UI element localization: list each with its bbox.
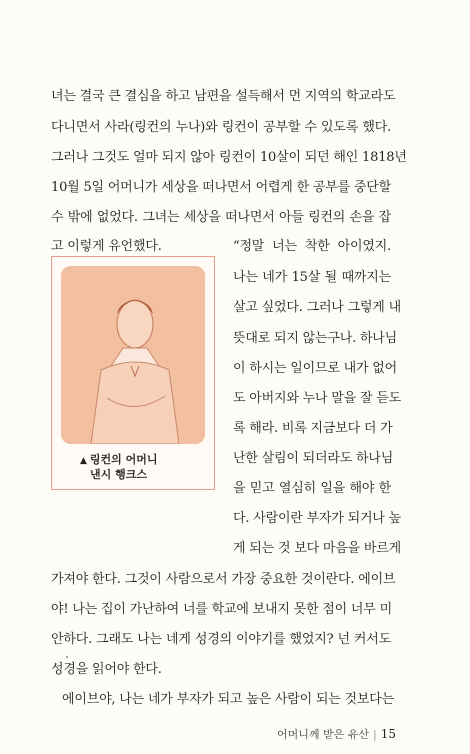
chapter-title: 어머니께 받은 유산 (276, 728, 369, 741)
side-line: 이 하시는 일이므로 내가 없어 (233, 361, 398, 376)
figure-frame (51, 256, 215, 490)
side-line: 을 믿고 열심히 일을 해야 한 (233, 481, 391, 496)
figure-caption (80, 453, 158, 482)
body-line: 야! 나는 집이 가난하여 너를 학교에 보내지 못한 점이 너무 미 (51, 602, 392, 617)
caption-line-1: 링컨의 어머니 (89, 453, 158, 466)
side-line: 다. 사람이란 부자가 되거나 높 (233, 511, 401, 526)
triangle-up-icon: ▲ (80, 456, 87, 466)
body-line: 고 이렇게 유언했다. (51, 239, 162, 254)
side-line: 도 아버지와 누나 말을 잘 듣도 (233, 391, 401, 406)
side-line: 뜻대로 되지 않는구나. 하나님 (233, 331, 398, 346)
body-line: 수 밖에 없었다. 그녀는 세상을 떠나면서 아들 링컨의 손을 잡 (51, 210, 391, 225)
side-line: 록 해라. 비록 지금보다 더 가 (233, 421, 393, 436)
body-line: 가져야 한다. 그것이 사람으로서 가장 중요한 것이란다. 에이브 (51, 572, 396, 587)
body-line: 녀는 결국 큰 결심을 하고 남편을 설득해서 먼 지역의 학교라도 (51, 89, 396, 104)
body-line-last: 에이브야, 나는 네가 부자가 되고 높은 사람이 되는 것보다는 (62, 692, 394, 707)
print-speck (66, 656, 68, 658)
page-number: 15 (380, 727, 396, 741)
side-line: “정말 너는 착한 아이였지. (233, 239, 391, 254)
caption-line-2: 낸시 행크스 (90, 468, 147, 481)
body-line: 10월 5일 어머니가 세상을 떠나면서 어렵게 한 공부를 중단할 (51, 180, 391, 195)
body-line: 성경을 읽어야 한다. (51, 662, 162, 677)
body-line: 안하다. 그래도 나는 네게 성경의 이야기를 했었지? 넌 커서도 (51, 632, 391, 647)
side-line: 나는 네가 15살 될 때까지는 (233, 270, 391, 285)
body-line: 다니면서 사라(링컨의 누나)와 링컨이 공부할 수 있도록 했다. (51, 120, 391, 135)
side-line: 살고 싶었다. 그러나 그렇게 내 (233, 300, 401, 315)
side-line: 난한 살림이 되더라도 하나님 (233, 451, 394, 466)
footer-separator: | (373, 728, 377, 741)
portrait-photo (61, 266, 205, 444)
side-line: 게 되는 것 보다 마음을 바르게 (233, 541, 401, 556)
body-line: 그러나 그것도 얼마 되지 않아 링컨이 10살이 되던 해인 1818년 (51, 150, 407, 165)
portrait-illustration (61, 266, 205, 444)
page-footer (277, 726, 396, 742)
